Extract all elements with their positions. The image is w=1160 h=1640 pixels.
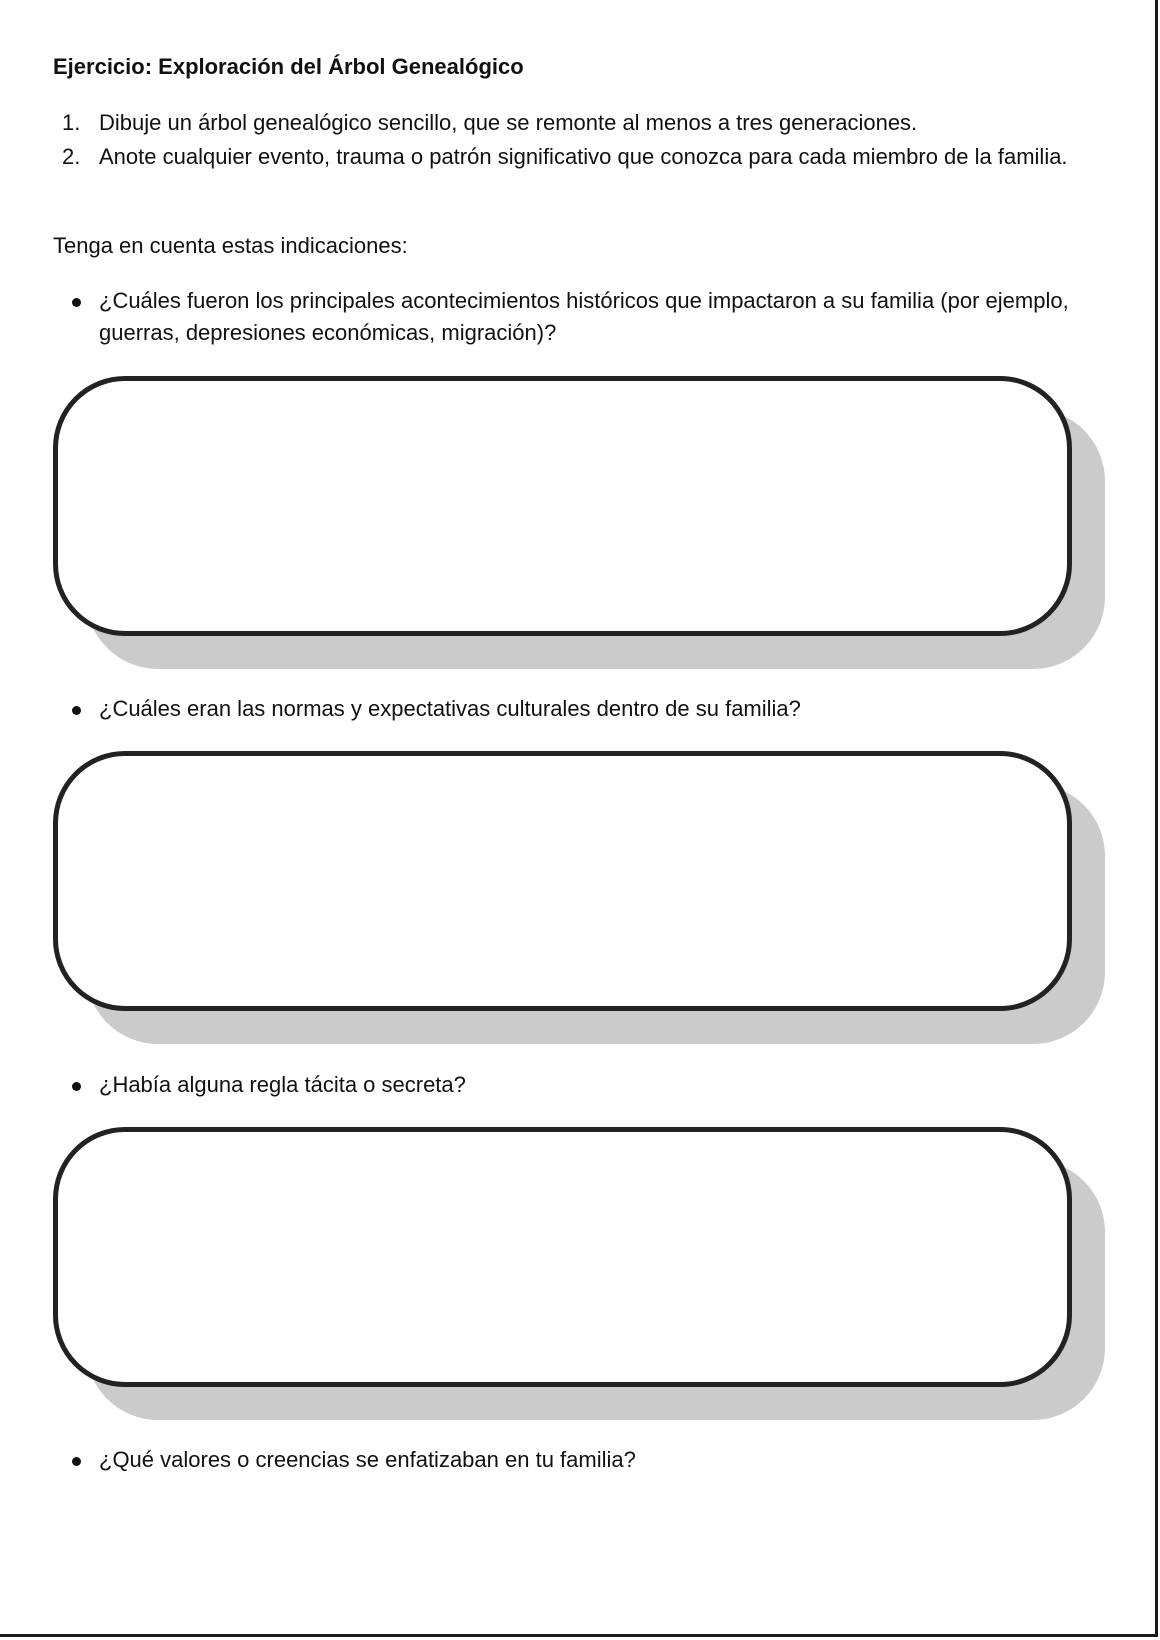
step-text: Dibuje un árbol genealógico sencillo, que se remonte al menos a tres generaciones. — [99, 110, 918, 135]
step-text: Anote cualquier evento, trauma o patrón significativo que conozca para cada miembro de la familia. — [99, 144, 1068, 169]
answer-box-3[interactable] — [53, 1127, 1072, 1387]
prompt-text: ¿Cuáles eran las normas y expectativas culturales dentro de su familia? — [99, 696, 801, 721]
bullet-icon — [72, 706, 81, 715]
answer-area[interactable] — [53, 1127, 1072, 1387]
prompt-text: ¿Había alguna regla tácita o secreta? — [99, 1072, 466, 1097]
bullet-icon — [72, 1082, 81, 1091]
bullet-icon — [72, 298, 81, 307]
answer-area[interactable] — [53, 376, 1072, 636]
step-number: 2. — [62, 144, 81, 169]
answer-box-1[interactable] — [53, 376, 1072, 636]
answer-box-2[interactable] — [53, 751, 1072, 1011]
prompt-text: ¿Cuáles fueron los principales acontecimientos históricos que impactaron a su familia (por ejemplo, guerras, depresiones económicas, migración)? — [99, 288, 1069, 345]
step-number: 1. — [62, 110, 81, 135]
intro-text: Tenga en cuenta estas indicaciones: — [53, 233, 408, 258]
prompt-text: ¿Qué valores o creencias se enfatizaban en tu familia? — [99, 1447, 636, 1472]
worksheet-title: Ejercicio: Exploración del Árbol Genealógico — [53, 54, 524, 79]
bullet-icon — [72, 1457, 81, 1466]
answer-area[interactable] — [53, 751, 1072, 1011]
